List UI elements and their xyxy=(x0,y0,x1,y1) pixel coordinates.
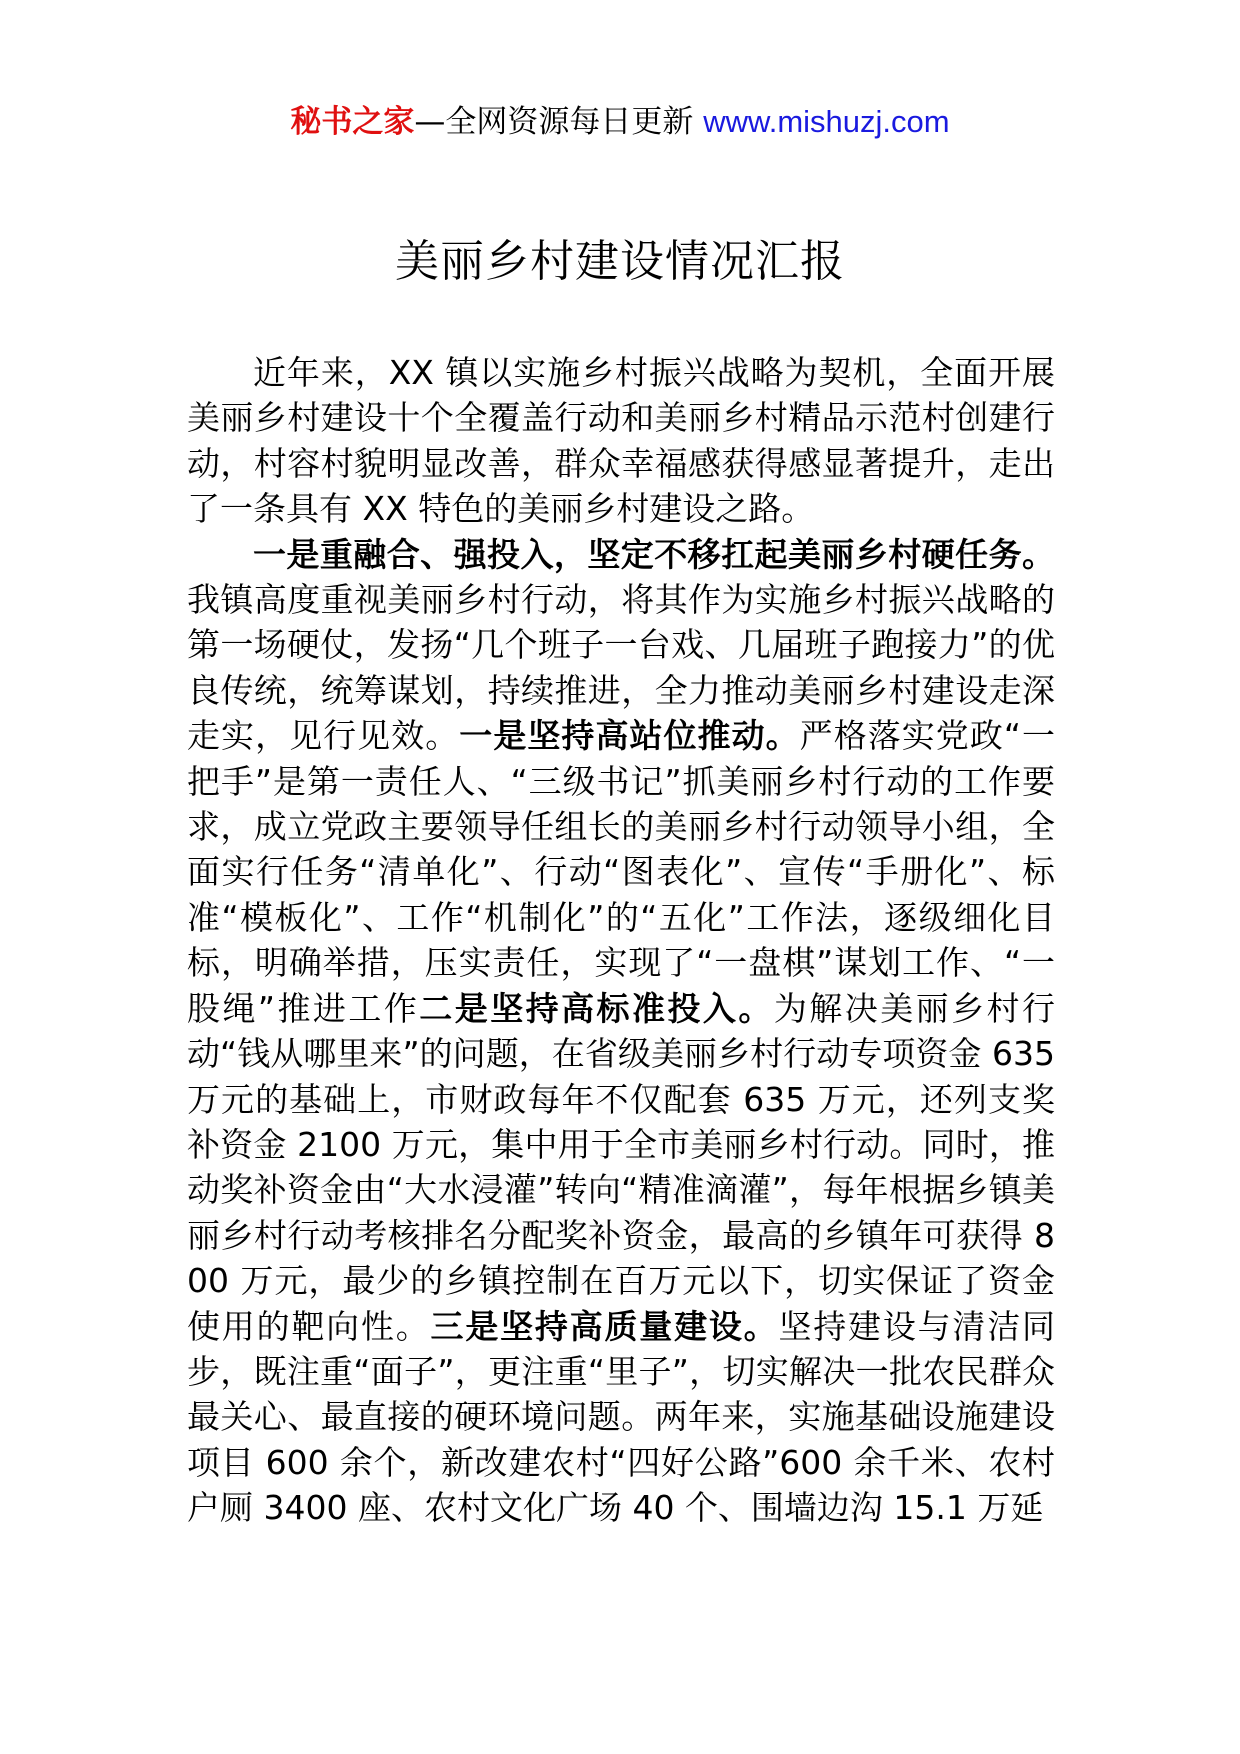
subpoint-1-heading: 一是坚持高站位推动。 xyxy=(459,716,800,756)
subpoint-2-text: 为解决美丽乡村行动“钱从哪里来”的问题，在省级美丽乡村行动专项资金 635 万元的基础上，市财政每年不仅配套 635 万元，还列支奖补资金 2100 万元，集中用于全市美丽乡村行动。同时，推动奖补资金由“大水浸灌”转向“精准滴灌”，每年根据乡镇美丽乡村行动考核排名分配奖补资金，最高的乡镇年可获得 800 万元，最少的乡镇控制在百万元以下，切实保证了资金使用的靶向性。 xyxy=(187,988,1056,1346)
subpoint-3-heading: 三是坚持高质量建设。 xyxy=(430,1306,779,1346)
section-1-heading: 一是重融合、强投入，坚定不移扛起美丽乡村硬任务。 xyxy=(253,534,1055,574)
site-url-link[interactable]: www.mishuzj.com xyxy=(703,104,950,139)
header-tagline: —全网资源每日更新 xyxy=(414,104,704,140)
document-body xyxy=(187,350,1055,1531)
subpoint-2-heading: 二是坚持高标准投入。 xyxy=(419,988,774,1028)
brand-name: 秘书之家 xyxy=(290,104,415,140)
section-1-paragraph xyxy=(187,532,1055,1531)
section-1-text: 我镇高度重视美丽乡村行动，将其作为实施乡村振兴战略的第一场硬仗，发扬“几个班子一台戏、几届班子跑接力”的优良传统，统筹谋划，持续推进，全力推动美丽乡村建设走深走实，见行见效。 xyxy=(187,580,1055,756)
subpoint-1-text: 严格落实党政“一把手”是第一责任人、“三级书记”抓美丽乡村行动的工作要求，成立党政主要领导任组长的美丽乡村行动领导小组，全面实行任务“清单化”、行动“图表化”、宣传“手册化”、标准“模板化”、工作“机制化”的“五化”工作法，逐级细化目标，明确举措，压实责任，实现了“一盘棋”谋划工作、“一股绳”推进工作 xyxy=(187,716,1056,1028)
document-title: 美丽乡村建设情况汇报 xyxy=(395,236,845,287)
intro-paragraph: 近年来，XX 镇以实施乡村振兴战略为契机，全面开展美丽乡村建设十个全覆盖行动和美丽乡村精品示范村创建行动，村容村貌明显改善，群众幸福感获得感显著提升，走出了一条具有 XX 特色的美丽乡村建设之路。 xyxy=(187,353,1055,529)
site-header-banner xyxy=(0,100,1240,144)
subpoint-3-text: 坚持建设与清洁同步，既注重“面子”，更注重“里子”，切实解决一批农民群众最关心、最直接的硬环境问题。两年来，实施基础设施建设项目 600 余个，新改建农村“四好公路”600 余千米、农村户厕 3400 座、农村文化广场 40 个、围墙边沟 15.1 万延 xyxy=(187,1306,1056,1528)
